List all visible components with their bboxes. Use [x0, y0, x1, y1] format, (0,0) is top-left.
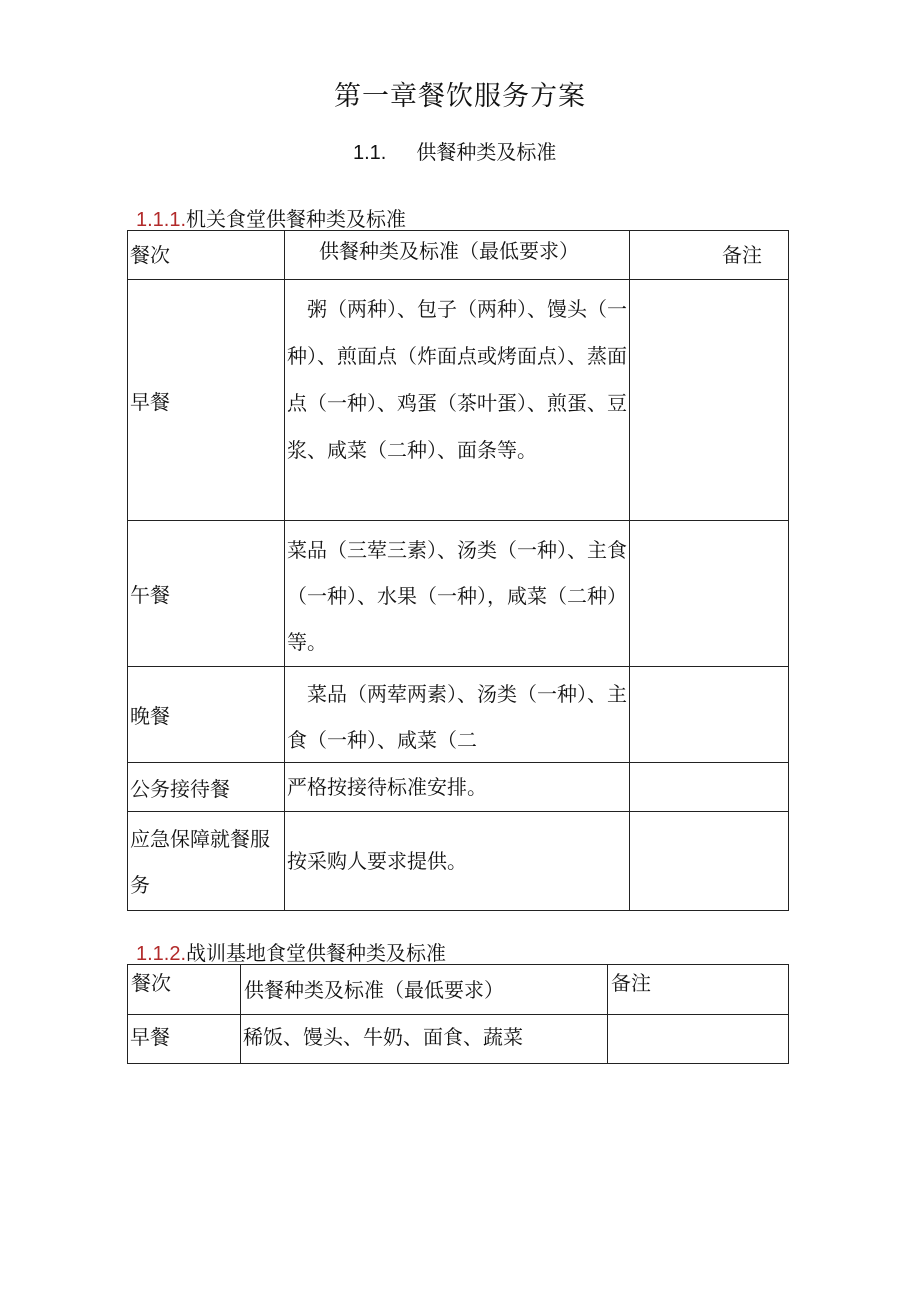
standard-cell — [285, 667, 630, 763]
standard-cell — [285, 280, 630, 521]
standard-text: 严格按接待标准安排。 — [287, 775, 487, 799]
table1-heading-text: 机关食堂供餐种类及标准 — [186, 207, 407, 231]
meal-cell — [128, 280, 285, 521]
table-row — [128, 521, 789, 667]
standard-text: 稀饭、馒头、牛奶、面食、蔬菜 — [243, 1024, 523, 1049]
header-meal: 餐次 — [131, 971, 171, 995]
header-note-cell — [630, 231, 789, 280]
table-row — [128, 1015, 789, 1064]
header-meal-cell — [128, 965, 241, 1015]
document-title: 第一章餐饮服务方案 — [334, 81, 586, 112]
header-standard-cell — [241, 965, 608, 1015]
header-standard-cell — [285, 231, 630, 280]
header-note: 备注 — [611, 971, 651, 995]
meal-label: 午餐 — [130, 583, 170, 607]
table2-heading — [136, 937, 446, 966]
note-cell — [630, 667, 789, 763]
table2-heading-number: 1.1.2. — [136, 943, 187, 965]
table-header-row — [128, 231, 789, 280]
header-meal-cell — [128, 231, 285, 280]
note-cell — [630, 763, 789, 812]
table-header-row — [128, 965, 789, 1015]
header-standard: 供餐种类及标准（最低要求） — [319, 239, 579, 263]
standard-cell — [285, 812, 630, 911]
meal-cell — [128, 1015, 241, 1064]
section-title-text: 供餐种类及标准 — [416, 140, 557, 164]
header-note-cell — [608, 965, 789, 1015]
table-row — [128, 763, 789, 812]
meal-label: 公务接待餐 — [130, 776, 230, 801]
table-row — [128, 280, 789, 521]
header-standard: 供餐种类及标准（最低要求） — [244, 977, 504, 1002]
note-cell — [630, 521, 789, 667]
standard-text: 按采购人要求提供。 — [287, 849, 467, 873]
note-cell — [630, 280, 789, 521]
meal-cell — [128, 763, 285, 812]
standard-cell — [285, 521, 630, 667]
meal-cell — [128, 812, 285, 911]
section-heading — [353, 136, 556, 165]
meal-cell — [128, 521, 285, 667]
note-cell — [608, 1015, 789, 1064]
standard-cell — [241, 1015, 608, 1064]
standard-text: 菜品（两荤两素）、汤类（一种）、主食（一种）、咸菜（二 — [287, 682, 627, 752]
table2-heading-text: 战训基地食堂供餐种类及标准 — [186, 941, 447, 965]
table-row — [128, 667, 789, 763]
meal-label: 晚餐 — [130, 704, 170, 728]
table1-heading — [136, 203, 406, 232]
table-row — [128, 812, 789, 911]
meal-cell — [128, 667, 285, 763]
meal-label: 应急保障就餐服务 — [130, 827, 270, 897]
section-number: 1.1. — [353, 142, 387, 164]
meal-label: 早餐 — [130, 1024, 170, 1049]
training-base-meal-standards-table — [127, 964, 789, 1064]
standard-text: 菜品（三荤三素）、汤类（一种）、主食（一种）、水果（一种），咸菜（二种）等。 — [287, 538, 627, 654]
note-cell — [630, 812, 789, 911]
standard-text: 粥（两种）、包子（两种）、馒头（一种）、煎面点（炸面点或烤面点）、蒸面点（一种）、鸡蛋（茶叶蛋）、煎蛋、豆浆、咸菜（二种）、面条等。 — [287, 297, 627, 462]
table1-heading-number: 1.1.1. — [136, 209, 187, 231]
header-note: 备注 — [722, 243, 762, 267]
header-meal: 餐次 — [130, 243, 170, 267]
meal-label: 早餐 — [130, 389, 170, 414]
canteen-meal-standards-table — [127, 230, 789, 911]
standard-cell — [285, 763, 630, 812]
